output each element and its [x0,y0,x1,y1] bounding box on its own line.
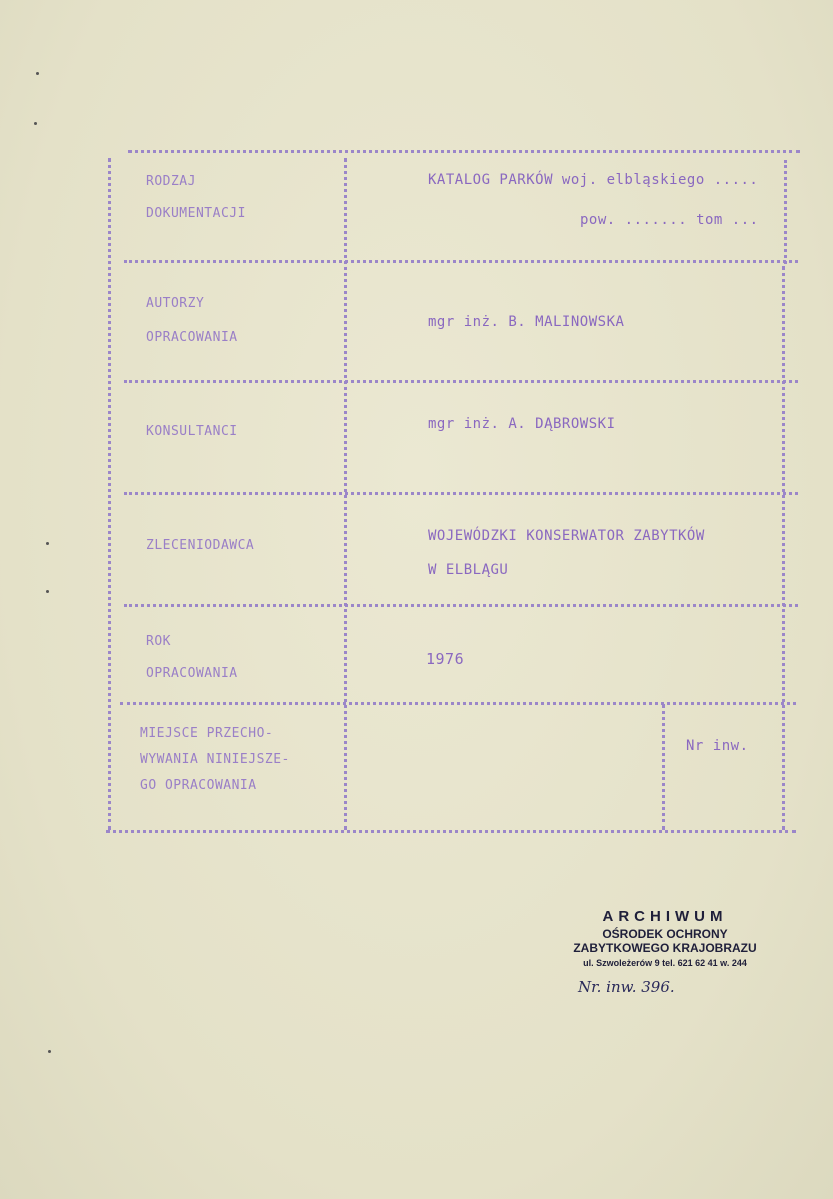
label-commissioner: ZLECENIODAWCA [146,538,255,553]
commissioner-value-line1: WOJEWÓDZKI KONSERWATOR ZABYTKÓW [428,528,705,544]
authors-value: mgr inż. B. MALINOWSKA [428,314,625,330]
row-divider [124,604,798,607]
stamp-line-archive: ARCHIWUM [602,908,728,925]
label-document-type-line1: RODZAJ [146,174,196,189]
margin-mark [36,72,39,75]
column-divider [344,158,347,830]
label-storage-line2: WYWANIA NINIEJSZE- [140,752,290,767]
margin-mark [48,1050,51,1053]
year-value: 1976 [426,650,465,668]
margin-mark [46,590,49,593]
table-border-right [782,266,785,830]
stamp-line-landscape: ZABYTKOWEGO KRAJOBRAZU [573,941,757,955]
county-volume-line: pow. ....... tom ... [580,212,759,228]
inventory-number-label: Nr inw. [686,738,749,754]
archive-stamp [555,908,775,968]
label-consultants: KONSULTANCI [146,424,238,439]
consultants-value: mgr inż. A. DĄBROWSKI [428,416,616,432]
label-storage-line1: MIEJSCE PRZECHO- [140,726,274,741]
inventory-column-divider [662,704,665,830]
stamp-line-address: ul. Szwoleżerów 9 tel. 621 62 41 w. 244 [583,958,747,968]
margin-mark [46,542,49,545]
catalog-title: KATALOG PARKÓW woj. elbląskiego ..... [428,172,759,188]
row-divider [124,260,798,263]
commissioner-value-line2: W ELBLĄGU [428,562,509,578]
label-year-line2: OPRACOWANIA [146,666,238,681]
label-authors-line2: OPRACOWANIA [146,330,238,345]
row-divider [124,380,798,383]
row-divider [120,702,796,705]
label-year-line1: ROK [146,634,171,649]
table-border-top [128,150,800,153]
table-border-left [108,158,111,830]
table-border-right [784,160,787,264]
row-divider [124,492,798,495]
label-document-type-line2: DOKUMENTACJI [146,206,246,221]
stamp-line-center: OŚRODEK OCHRONY [602,927,728,941]
label-storage-line3: GO OPRACOWANIA [140,778,257,793]
margin-mark [34,122,37,125]
table-border-bottom [106,830,796,833]
handwritten-inventory-note: Nr. inw. 396. [578,978,675,996]
label-authors-line1: AUTORZY [146,296,205,311]
